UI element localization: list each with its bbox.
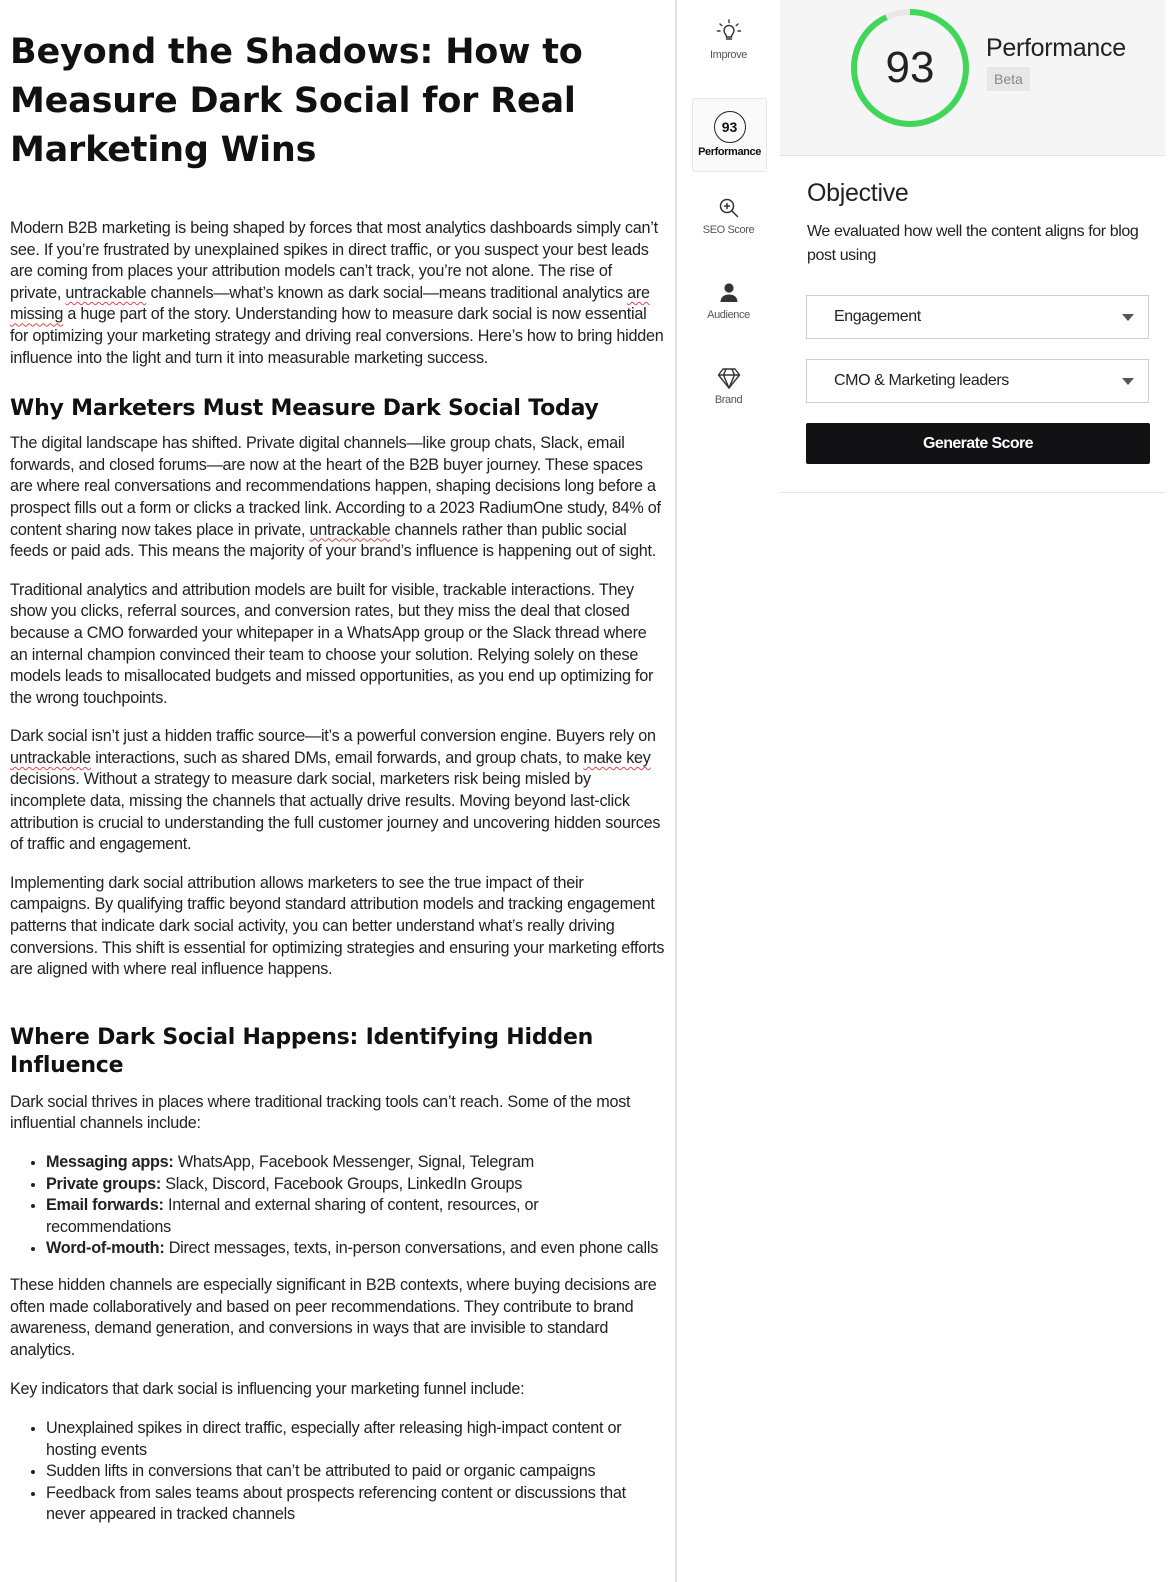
rail-item-performance[interactable] xyxy=(692,98,767,172)
generate-score-button[interactable]: Generate Score xyxy=(806,423,1150,464)
rail-item-improve[interactable] xyxy=(692,18,765,90)
paragraph: These hidden channels are especially significant in B2B contexts, where buying decisions are often made collaboratively and based on peer recommendations. They contribute to brand awareness, demand generation, and conversions in ways that are invisible to standard analytics. xyxy=(10,1275,657,1359)
chevron-down-icon xyxy=(1122,378,1134,385)
channel-list xyxy=(10,1152,665,1260)
list-item: • Email forwards: Internal and external sharing of content, resources, or recommendations xyxy=(46,1195,665,1238)
rail-label: Brand xyxy=(714,394,743,406)
list-item: • Word-of-mouth: Direct messages, texts, in-person conversations, and even phone calls xyxy=(46,1238,665,1260)
audience-select[interactable] xyxy=(806,359,1149,403)
person-icon xyxy=(716,280,742,306)
magnifier-icon xyxy=(716,195,742,221)
paragraph: Traditional analytics and attribution models are built for visible, trackable interactions. They show you clicks, referral sources, and conversion rates, but they miss the deal that closed because a CMO forwarded your whitepaper in a WhatsApp group or the Slack thread where an internal champion convinced their team to choose your solution. Relying solely on these models leads to misallocated budgets and missed opportunities, as you end up optimizing for the wrong touchpoints. xyxy=(10,580,654,707)
list-item: • Private groups: Slack, Discord, Facebook Groups, LinkedIn Groups xyxy=(46,1174,665,1196)
rail-label: SEO Score xyxy=(702,224,755,236)
section-heading: Where Dark Social Happens: Identifying Hidden Influence xyxy=(10,1024,594,1078)
objective-panel xyxy=(780,156,1165,493)
chevron-down-icon xyxy=(1122,314,1134,321)
tool-rail xyxy=(680,0,780,1582)
spellcheck-word[interactable]: are missing xyxy=(10,283,650,324)
paragraph: Dark social isn’t just a hidden traffic source—it’s a powerful conversion engine. Buyers rely on untrackable interactions, such as shared DMs, email forwards, and group chats, to make key decisions. Without a strategy to measure dark social, marketers risk being misled by incomplete data, missing the channels that actually drive results. Moving beyond last-click attribution is crucial to understanding the full customer journey and uncovering hidden sources of traffic and engagement. xyxy=(10,727,661,854)
article-title: Beyond the Shadows: How to Measure Dark Social for Real Marketing Wins xyxy=(10,32,583,170)
section-heading: Why Marketers Must Measure Dark Social Today xyxy=(10,396,599,422)
diamond-icon xyxy=(716,365,742,391)
list-item: • Feedback from sales teams about prospects referencing content or discussions that never appeared in tracked channels xyxy=(46,1483,665,1526)
paragraph: Key indicators that dark social is influencing your marketing funnel include: xyxy=(10,1380,525,1399)
beta-badge: Beta xyxy=(987,67,1030,91)
objective-description: We evaluated how well the content aligns for blog post using xyxy=(807,223,1139,264)
objective-title: Objective xyxy=(807,179,909,207)
rail-label: Improve xyxy=(710,49,747,61)
intro-paragraph: Modern B2B marketing is being shaped by forces that most analytics dashboards simply can’t see. If you’re frustrated by unexplained spikes in direct traffic, or you suspect your best leads are coming from places your attribution models can’t track, you’re not alone. The rise of private, untrackable channels—what’s known as dark social—means traditional analytics are missing a huge part of the story. Understanding how to measure dark social is now essential for optimizing your marketing strategy and driving real conversions. Here’s how to bring hidden influence into the light and turn it into measurable marketing success. xyxy=(10,219,664,367)
score-header xyxy=(780,0,1165,156)
list-item: • Sudden lifts in conversions that can’t be attributed to paid or organic campaigns xyxy=(46,1461,665,1483)
audience-select-value: CMO & Marketing leaders xyxy=(834,372,1009,389)
list-item: • Messaging apps: WhatsApp, Facebook Messenger, Signal, Telegram xyxy=(46,1152,665,1174)
lightbulb-icon xyxy=(716,18,742,46)
score-mini-badge: 93 xyxy=(714,111,746,143)
rail-item-seo-score[interactable] xyxy=(692,195,765,267)
rail-label: Audience xyxy=(707,309,750,321)
list-item: • Unexplained spikes in direct traffic, especially after releasing high-impact content or hosting events xyxy=(46,1418,665,1461)
indicator-list xyxy=(10,1418,665,1526)
spellcheck-word[interactable]: make key xyxy=(583,748,651,767)
objective-select-value: Engagement xyxy=(834,308,921,325)
paragraph: The digital landscape has shifted. Private digital channels—like group chats, Slack, email forwards, and closed forums—are now at the heart of the B2B buyer journey. These spaces are where real conversations and recommendations happen, shaping decisions long before a prospect fills out a form or clicks a tracked link. According to a 2023 RadiumOne study, 84% of content sharing now takes place in private, untrackable channels rather than public social feeds or paid ads. This means the majority of your brand’s influence is happening out of sight. xyxy=(10,434,661,561)
score-title: Performance xyxy=(986,34,1126,62)
objective-select[interactable] xyxy=(806,295,1149,339)
spellcheck-word[interactable]: untrackable xyxy=(309,520,391,539)
rail-item-audience[interactable] xyxy=(692,280,765,352)
spellcheck-word[interactable]: untrackable xyxy=(65,283,147,302)
pane-divider[interactable] xyxy=(675,0,677,1582)
paragraph: Dark social thrives in places where traditional tracking tools can’t reach. Some of the most influential channels include: xyxy=(10,1092,631,1133)
rail-item-brand[interactable] xyxy=(692,365,765,437)
paragraph: Implementing dark social attribution allows marketers to see the true impact of their campaigns. By qualifying traffic beyond standard attribution models and tracking engagement patterns that indicate dark social activity, you can better understand what’s really driving conversions. This shift is essential for optimizing strategies and ensuring your marketing efforts are aligned with where real influence happens. xyxy=(10,873,665,979)
rail-label: Performance xyxy=(698,146,761,158)
spellcheck-word[interactable]: untrackable xyxy=(10,748,91,767)
score-value: 93 xyxy=(885,43,935,92)
